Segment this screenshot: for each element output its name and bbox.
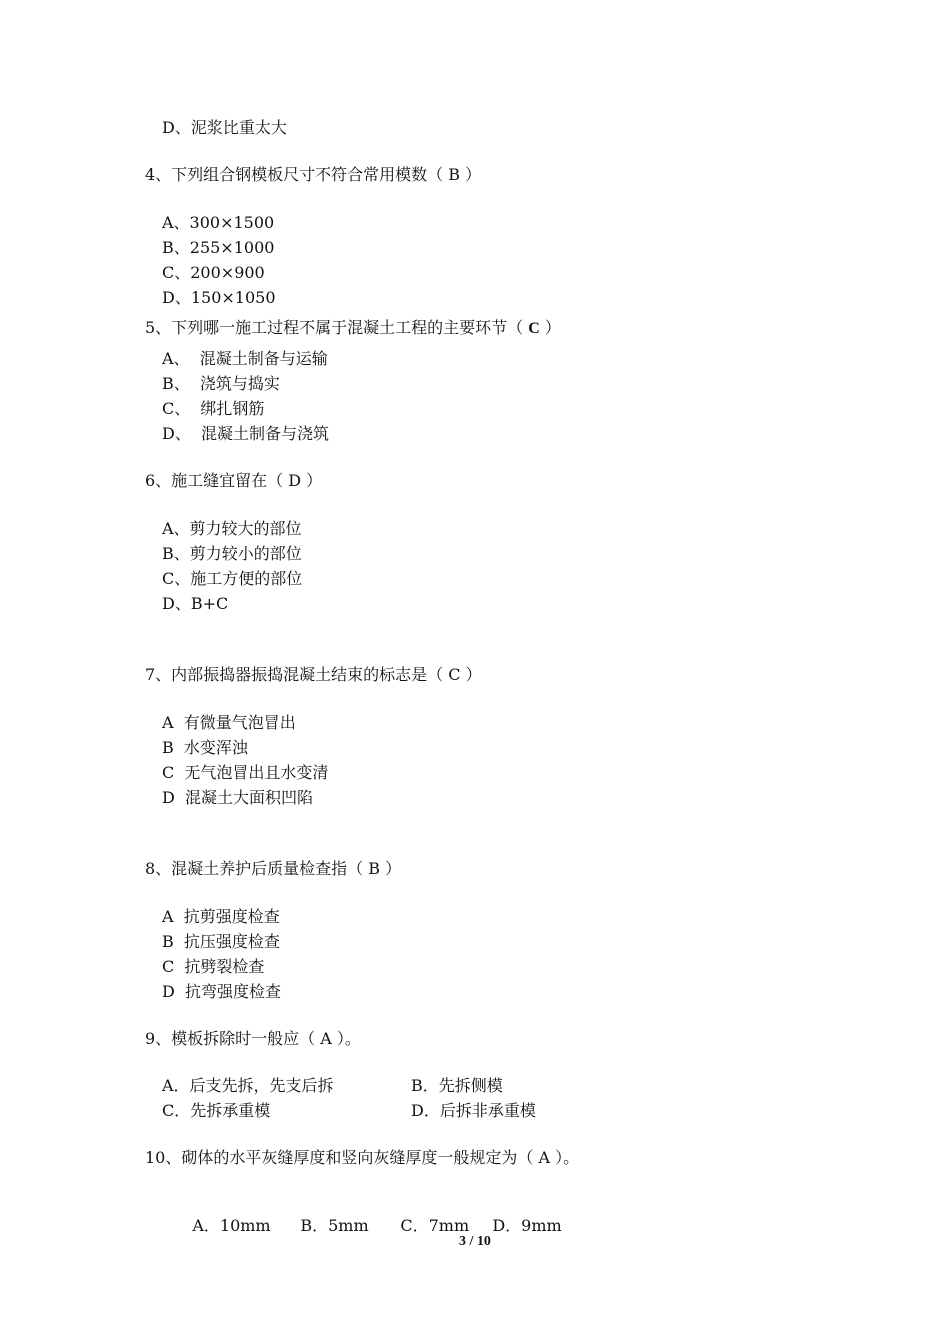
question-6-option-a: A、剪力较大的部位 <box>162 519 302 538</box>
question-9-option-b: B．先拆侧模 <box>411 1076 503 1095</box>
question-8-option-b: B 抗压强度检查 <box>162 932 280 951</box>
question-7-option-d: D 混凝土大面积凹陷 <box>162 788 314 807</box>
question-8-option-c: C 抗劈裂检查 <box>162 957 265 976</box>
question-10-option-b: B．5mm <box>300 1216 369 1235</box>
question-6-option-d: D、B+C <box>162 594 229 613</box>
question-7-option-a: A 有微量气泡冒出 <box>162 713 296 732</box>
question-5-option-a: A、 混凝土制备与运输 <box>162 349 328 368</box>
question-5-option-c: C、 绑扎钢筋 <box>162 399 265 418</box>
question-6-option-b: B、剪力较小的部位 <box>162 544 302 563</box>
question-4-option-b: B、255×1000 <box>162 238 275 257</box>
question-5-option-b: B、 浇筑与捣实 <box>162 374 280 393</box>
question-7-stem: 7、内部振捣器振捣混凝土结束的标志是（ C ） <box>145 665 482 684</box>
question-5-option-d: D、 混凝土制备与浇筑 <box>162 424 330 443</box>
question-5-stem <box>145 318 561 339</box>
question-5-stem-prefix: 5、下列哪一施工过程不属于混凝土工程的主要环节（ <box>145 318 529 337</box>
question-8-option-a: A 抗剪强度检查 <box>162 907 280 926</box>
question-5-answer: C <box>528 320 540 337</box>
question-9-stem: 9、模板拆除时一般应（ A ）。 <box>145 1029 361 1048</box>
question-9-option-d: D．后拆非承重模 <box>411 1101 536 1120</box>
question-10-stem: 10、砌体的水平灰缝厚度和竖向灰缝厚度一般规定为（ A ）。 <box>145 1148 580 1167</box>
question-7-option-b: B 水变浑浊 <box>162 738 248 757</box>
question-4-option-d: D、150×1050 <box>162 288 276 307</box>
question-4-option-a: A、300×1500 <box>162 213 275 232</box>
question-8-option-d: D 抗弯强度检查 <box>162 982 282 1001</box>
question-10-option-a: A．10mm <box>192 1216 271 1235</box>
question-10-option-c: C．7mm <box>400 1216 470 1235</box>
question-10-option-d: D．9mm <box>492 1216 562 1235</box>
question-9-option-a: A．后支先拆，先支后拆 <box>162 1076 334 1095</box>
prev-option-d: D、泥浆比重太大 <box>162 118 287 137</box>
page-number: 3 / 10 <box>459 1234 491 1249</box>
question-4-option-c: C、200×900 <box>162 263 265 282</box>
question-6-stem: 6、施工缝宜留在（ D ） <box>145 471 323 490</box>
question-5-stem-suffix: ） <box>539 318 561 337</box>
question-9-option-c: C．先拆承重模 <box>162 1101 271 1120</box>
question-6-option-c: C、施工方便的部位 <box>162 569 303 588</box>
question-7-option-c: C 无气泡冒出且水变清 <box>162 763 329 782</box>
question-4-stem: 4、下列组合钢模板尺寸不符合常用模数（ B ） <box>145 165 482 184</box>
question-8-stem: 8、混凝土养护后质量检查指（ B ） <box>145 859 402 878</box>
